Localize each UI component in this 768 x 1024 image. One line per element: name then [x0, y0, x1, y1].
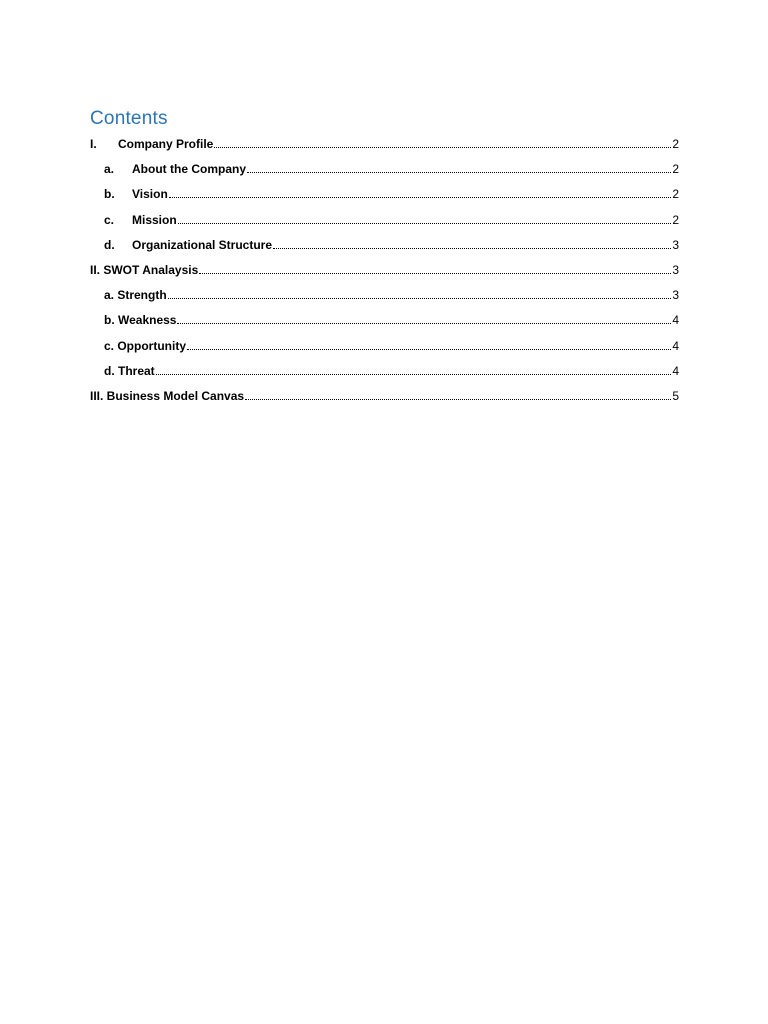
- toc-entry-label: b. Weakness: [104, 313, 177, 328]
- toc-entry-mission[interactable]: [90, 210, 679, 235]
- toc-entry-page: 4: [672, 338, 679, 353]
- toc-entry-about-the-company[interactable]: [90, 159, 679, 184]
- dot-leader: [247, 163, 671, 173]
- table-of-contents: [90, 134, 679, 411]
- dot-leader: [177, 314, 671, 324]
- toc-entry-number: a.: [104, 162, 115, 177]
- toc-entry-page: 3: [672, 288, 679, 303]
- toc-entry-page: 5: [672, 388, 679, 403]
- toc-entry-label: About the Company: [132, 162, 246, 177]
- toc-entry-number: d.: [104, 237, 115, 252]
- toc-entry-strength[interactable]: [90, 285, 679, 310]
- toc-entry-label: II. SWOT Analaysis: [90, 262, 199, 277]
- toc-entry-number: I.: [90, 137, 97, 151]
- toc-entry-business-model-canvas[interactable]: [90, 386, 679, 411]
- toc-entry-number: b.: [104, 187, 115, 202]
- toc-entry-label: Organizational Structure: [132, 237, 273, 252]
- toc-entry-label: Mission: [132, 212, 177, 227]
- toc-entry-label: Vision: [132, 187, 168, 202]
- toc-entry-label: a. Strength: [104, 288, 167, 303]
- dot-leader: [178, 214, 672, 224]
- contents-heading: Contents: [90, 108, 168, 129]
- toc-entry-threat[interactable]: [90, 361, 679, 386]
- toc-entry-page: 2: [672, 212, 679, 227]
- toc-entry-swot-analysis[interactable]: [90, 260, 679, 285]
- toc-entry-page: 2: [672, 137, 679, 151]
- dot-leader: [273, 239, 671, 249]
- toc-entry-weakness[interactable]: [90, 310, 679, 335]
- dot-leader: [214, 138, 671, 148]
- toc-entry-page: 2: [672, 187, 679, 202]
- dot-leader: [187, 340, 671, 350]
- toc-entry-page: 3: [672, 262, 679, 277]
- dot-leader: [169, 188, 672, 198]
- toc-entry-page: 4: [672, 313, 679, 328]
- toc-entry-page: 4: [672, 363, 679, 378]
- dot-leader: [156, 365, 672, 375]
- toc-entry-label: Company Profile: [118, 137, 214, 151]
- toc-entry-vision[interactable]: [90, 184, 679, 209]
- toc-entry-label: III. Business Model Canvas: [90, 388, 245, 403]
- dot-leader: [168, 289, 672, 299]
- toc-entry-label: c. Opportunity: [104, 338, 186, 353]
- toc-entry-number: c.: [104, 212, 115, 227]
- dot-leader: [245, 390, 671, 400]
- toc-entry-page: 2: [672, 162, 679, 177]
- dot-leader: [199, 264, 671, 274]
- toc-entry-page: 3: [672, 237, 679, 252]
- toc-entry-label: d. Threat: [104, 363, 155, 378]
- toc-entry-organizational-structure[interactable]: [90, 235, 679, 260]
- toc-entry-company-profile[interactable]: [90, 134, 679, 159]
- toc-entry-opportunity[interactable]: [90, 336, 679, 361]
